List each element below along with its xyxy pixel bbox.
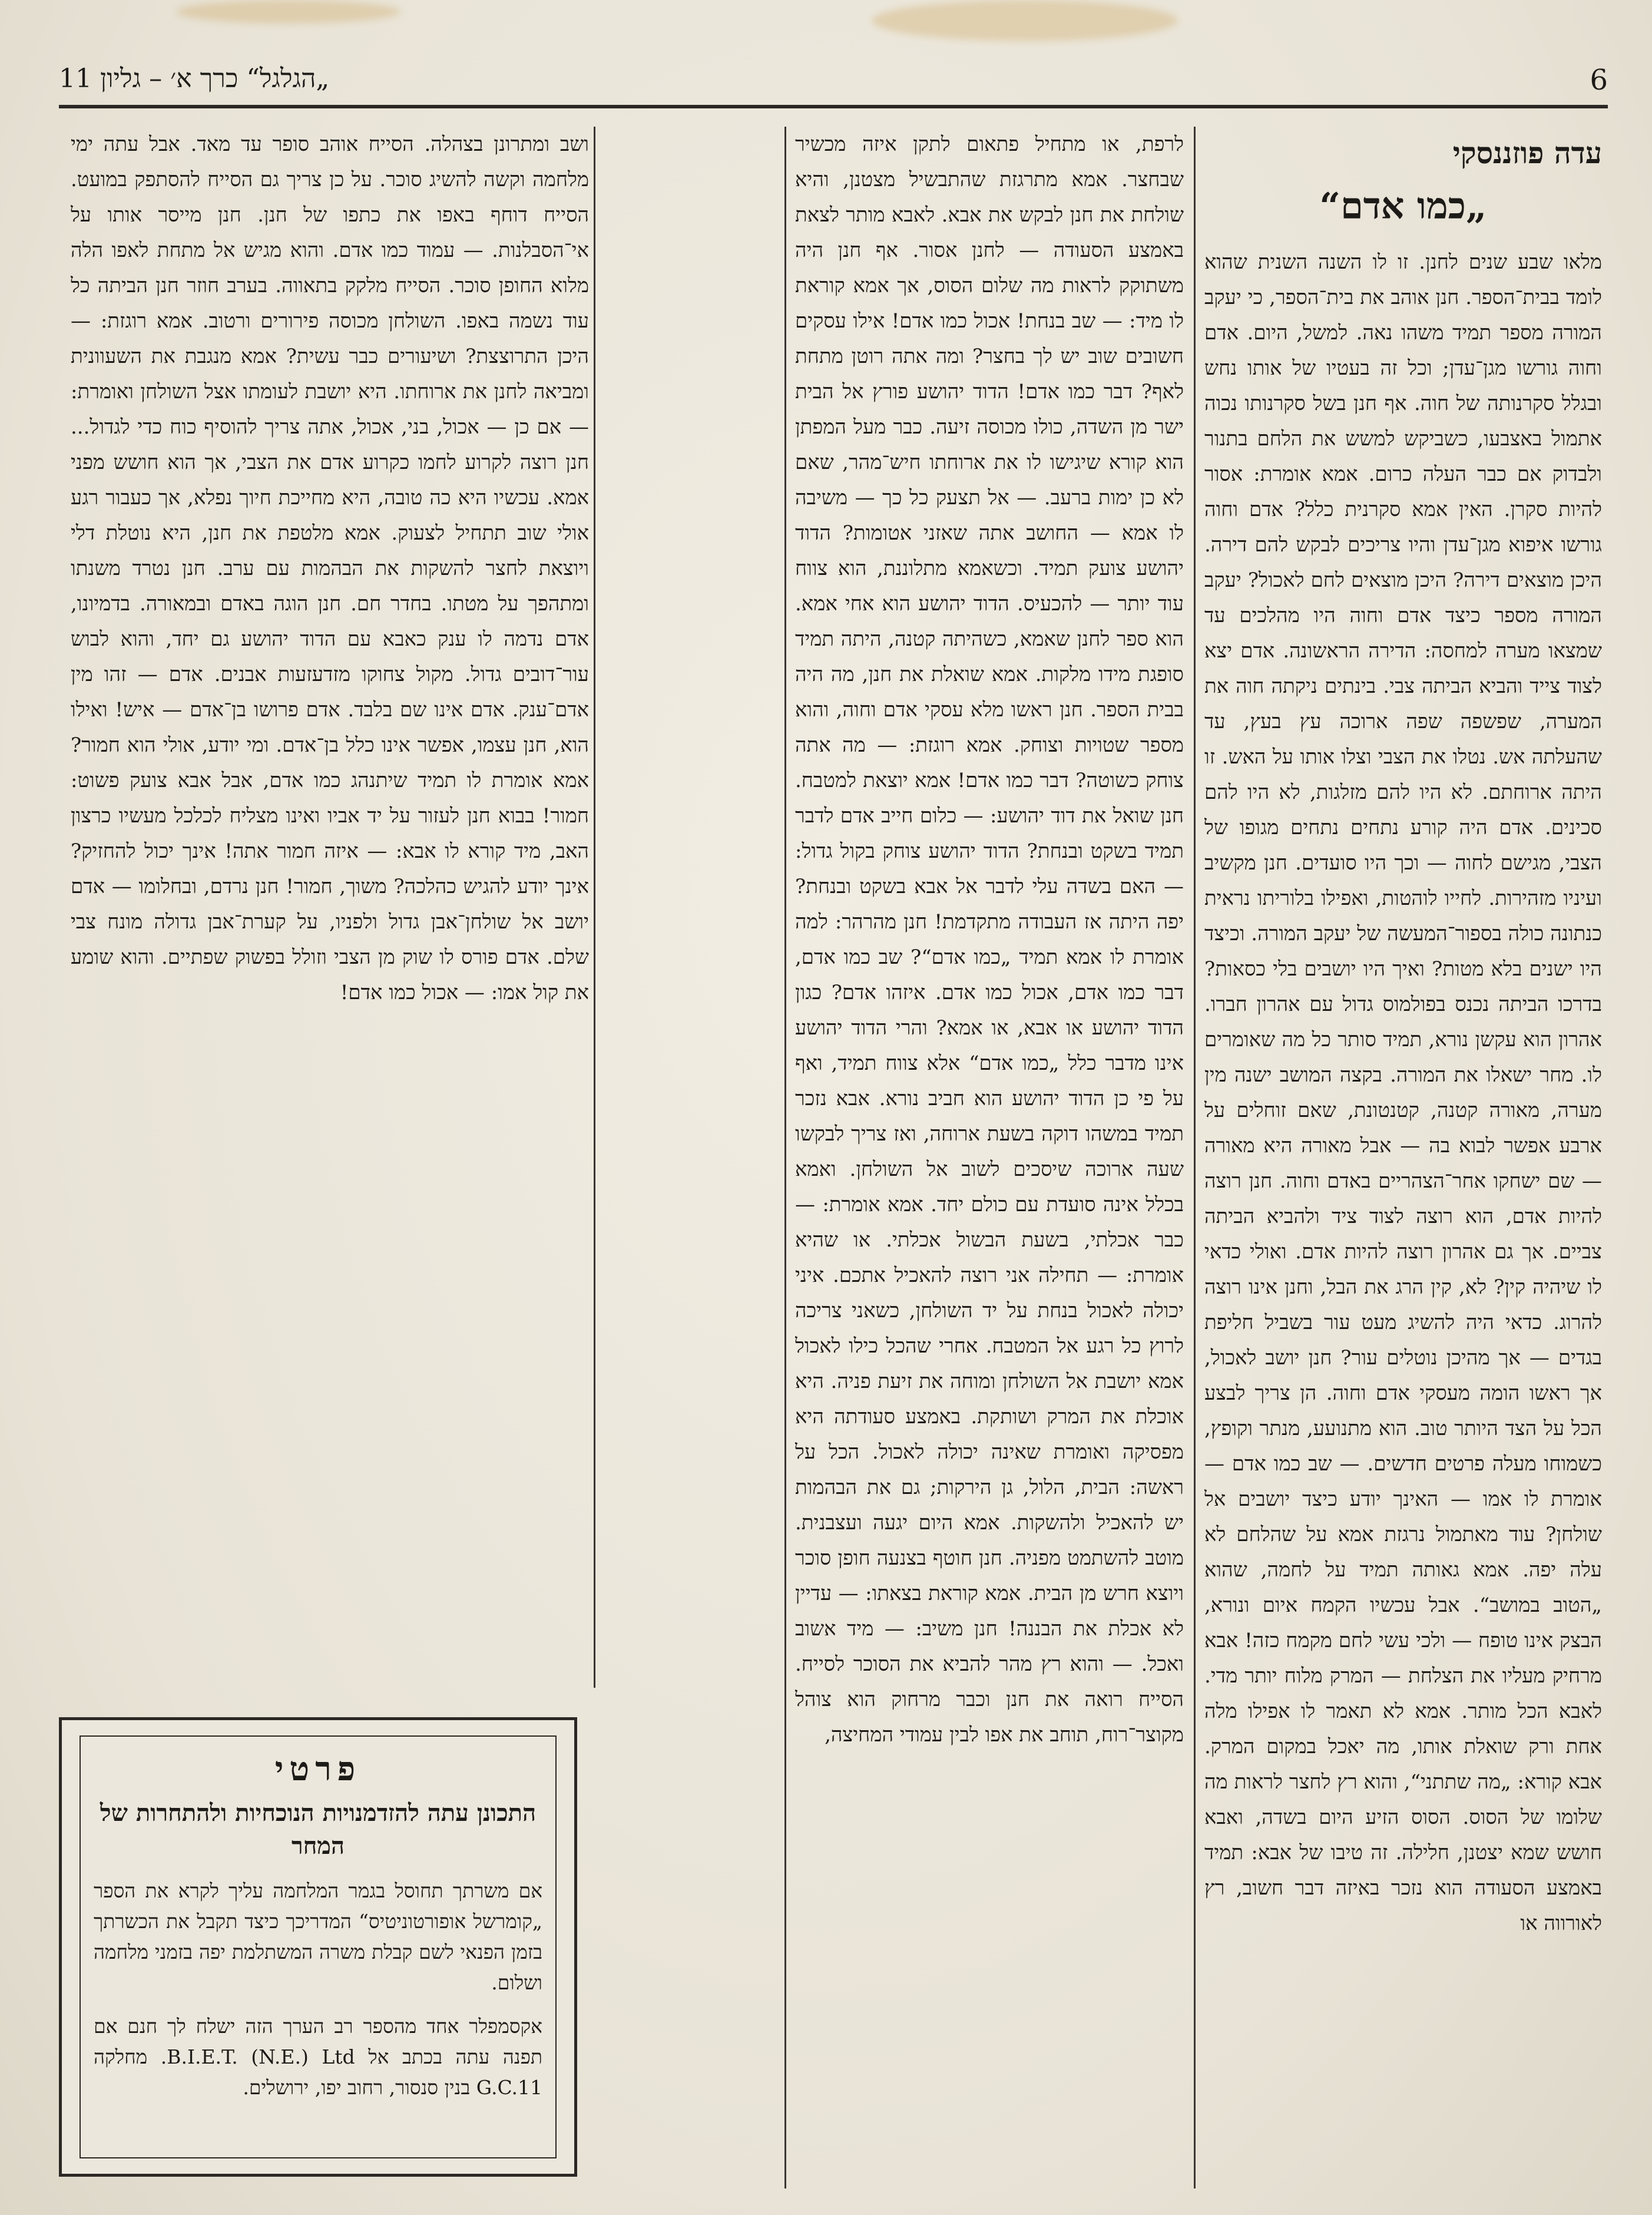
advertisement-box bbox=[59, 1717, 577, 2177]
page-header bbox=[59, 64, 1608, 108]
article-title: „כמו אדם“ bbox=[1319, 184, 1487, 227]
article-text: מלאו שבע שנים לחנן. זו לו השנה השנית שהוא לומד בבית־הספר. חנן אוהב את בית־הספר, כי יעקב המורה מספר תמיד משהו נאה. למשל, היום. אדם וחוה גורשו מגן־עדן; וכל זה בעטיו של אותו נחש ובגלל סקרנותה של חוה. אף חנן בשל סקרנותו נכוה אתמול באצבעו, כשביקש למשש את הלחם בתנור ולבדוק אם כבר העלה כרום. אמא אומרת: אסור להיות סקרן. האין אמא סקרנית כלל? אדם וחוה גורשו איפוא מגן־עדן והיו צריכים לבקש להם דירה. היכן מוצאים דירה? היכן מוצאים לחם לאכול? יעקב המורה מספר כיצד אדם וחוה היו מהלכים עד שמצאו מערה למחסה: הדירה הראשונה. אדם יצא לצוד צייד והביא הביתה צבי. בינתים ניקתה חוה את המערה, שפשפה שפה ארוכה עץ בעץ, עד שהעלתה אש. נטלו את הצבי וצלו אותו על האש. זו היתה ארוחתם. לא היו להם מזלגות, לא היו להם סכינים. אדם היה קורע נתחים נתחים מגופו של הצבי, מגישם לחוה — וכך היו סועדים. חנן מקשיב ועיניו מזהירות. לחייו לוהטות, ואפילו בלוריתו נראית כנתונה כולה בספור־המעשה של יעקב המורה. וכיצד היו ישנים בלא מטות? ואיך היו יושבים בלי כסאות? בדרכו הביתה נכנס בפולמוס גדול עם אהרון חברו. אהרון הוא עקשן נורא, תמיד סותר כל מה שאומרים לו. מחר ישאלו את המורה. בקצה המושב ישנה מין מערה, מאורה קטנה, קטנטונת, שאם זוחלים על ארבע אפשר לבוא בה — אבל מאורה היא מאורה — שם ישחקו אחר־הצהריים באדם וחוה. חנן רוצה להיות אדם, הוא רוצה לצוד ציד ולהביא הביתה צביים. אך גם אהרון רוצה להיות אדם. ואולי כדאי לו שיהיה קין? לא, קין הרג את הבל, וחנן אינו רוצה להרוג. כדאי היה להשיג מעט עור בשביל חליפת בגדים — אך מהיכן נוטלים עור? חנן יושב לאכול, אך ראשו הומה מעסקי אדם וחוה. הן צריך לבצע הכל על הצד היותר טוב. הוא מתנועע, מנתר וקופץ, כשמוחו מעלה פרטים חדשים. — שב כמו אדם — אומרת לו אמו — האינך יודע כיצד יושבים אל שולחן? עוד מאתמול נרגזת אמא על שהלחם לא עלה יפה. אמא גאותה תמיד על לחמה, שהוא „הטוב במושב“. אבל עכשיו הקמח איום ונורא, הבצק אינו טופח — ולכי עשי לחם מקמח כזה! אבא מרחיק מעליו את הצלחת — המרק מלוח יותר מדי. לאבא הכל מותר. אמא לא תאמר לו אפילו מלה אחת ורק שואלת אותו, מה יאכל במקום המרק. אבא קורא: „מה שתתני“, והוא רץ לחצר לראות מה שלומו של הסוס. הסוס הזיע היום בשדה, ואבא חושש שמא יצטנן, חלילה. זה טיבו של אבא: תמיד באמצע הסעודה הוא נזכר באיזה דבר חשוב, רץ לאורווה או bbox=[1204, 250, 1602, 1935]
paper-stain bbox=[872, 0, 1178, 41]
article-columns bbox=[59, 127, 1608, 2194]
article-column-2 bbox=[795, 127, 1184, 2188]
ad-title: פרטי bbox=[274, 1750, 362, 1788]
column-divider bbox=[594, 127, 595, 1688]
article-author: עדה פוזננסקי bbox=[1452, 135, 1602, 170]
ad-subtitle: התכונן עתה להזדמנויות הנוכחיות ולהתחרות של המחר bbox=[100, 1799, 537, 1860]
article-text: ושב ומתרונן בצהלה. הסייח אוהב סופר עד מאד. אבל עתה ימי מלחמה וקשה להשיג סוכר. על כן צריך גם הסייח להסתפק במועט. הסייח דוחף באפו את כתפו של חנן. חנן מייסר אותו על אי־הסבלנות. — עמוד כמו אדם. והוא מגיש אל מתחת לאפו הלה מלוא החופן סוכר. הסייח מלקק בתאווה. בערב חוזר חנן הביתה כל עוד נשמה באפו. השולחן מכוסה פירורים ורטוב. אמא רוגזת: — היכן התרוצצת? ושיעורים כבר עשית? אמא מנגבת את השעוונית ומביאה לחנן את ארוחתו. היא יושבת לעומתו אצל השולחן ואומרת: — אם כן — אכול, בני, אכול, אתה צריך להוסיף כוח כדי לגדול... חנן רוצה לקרוע לחמו כקרוע אדם את הצבי, אך הוא חושש מפני אמא. עכשיו היא כה טובה, היא מחייכת חיוך נפלא, אך כעבור רגע אולי שוב תתחיל לצעוק. אמא מלטפת את חנן, היא נוטלת דלי ויוצאת לחצר להשקות את הבהמות עם ערב. חנן נטרד משנתו ומתהפך על מטתו. בחדר חם. חנן הוגה באדם ובמאורה. בדמיונו, אדם נדמה לו ענק כאבא עם הדוד יהושע גם יחד, והוא לבוש עור־דובים גדול. מקול צחוקו מזדעזעות אבנים. אדם — זהו מין אדם־ענק. אדם אינו שם בלבד. אדם פרושו בן־אדם — איש! ואילו הוא, חנן עצמו, אפשר אינו כלל בן־אדם. ומי יודע, אולי הוא חמור? אמא אומרת לו תמיד שיתנהג כמו אדם, אבל אבא צועק פשוט: חמור! בבוא חנן לעזור על יד אביו ואינו מצליח לכלכל מעשיו כרצון האב, מיד קורא לו אבא: — איזה חמור אתה! אינך יכול להחזיק? אינך יודע להגיש כהלכה? משוך, חמור! חנן נרדם, ובחלומו — אדם יושב אל שולחן־אבן גדול ולפניו, על קערת־אבן גדולה מונח צבי שלם. אדם פורס לו שוק מן הצבי וזולל בפשוק שפתיים. והוא שומע את קול אמו: — אכול כמו אדם! bbox=[71, 133, 589, 1004]
paper-stain bbox=[177, 0, 400, 24]
running-head: „הגלגל“ כרך א׳ – גליון 11 bbox=[59, 64, 330, 94]
ad-text-2: אקסמפלר אחד מהספר רב הערך הזה ישלח לך חנם אם תפנה עתה בכתב אל B.I.E.T. (N.E.) Ltd. מחלקה G.C.11 בנין סנסור, רחוב יפו, ירושלים. bbox=[94, 2015, 543, 2099]
article-text: לרפת, או מתחיל פתאום לתקן איזה מכשיר שבחצר. אמא מתרגזת שהתבשיל מצטנן, והיא שולחת את חנן לבקש את אבא. לאבא מותר לצאת באמצע הסעודה — לחנן אסור. אף חנן היה משתוקק לראות מה שלום הסוס, אך אמא קוראת לו מיד: — שב בנחת! אכול כמו אדם! אילו עסקים חשובים שוב יש לך בחצר? ומה אתה רוטן מתחת לאף? דבר כמו אדם! הדוד יהושע פורץ אל הבית ישר מן השדה, כולו מכוסה זיעה. כבר מעל המפתן הוא קורא שיגישו לו את ארוחתו חיש־מהר, שאם לא כן ימות ברעב. — אל תצעק כל כך — משיבה לו אמא — החושב אתה שאזני אטומות? הדוד יהושע צועק תמיד. וכשאמא מתלוננת, הוא צווח עוד יותר — להכעיס. הדוד יהושע הוא אחי אמא. הוא ספר לחנן שאמא, כשהיתה קטנה, היתה תמיד סופגת מידו מלקות. אמא שואלת את חנן, מה היה בבית הספר. חנן ראשו מלא עסקי אדם וחוה, והוא מספר שטויות וצוחק. אמא רוגזת: — מה אתה צוחק כשוטה? דבר כמו אדם! אמא יוצאת למטבח. חנן שואל את דוד יהושע: — כלום חייב אדם לדבר תמיד בשקט ובנחת? הדוד יהושע צוחק בקול גדול: — האם בשדה עלי לדבר אל אבא בשקט ובנחת? יפה היתה אז העבודה מתקדמת! חנן מהרהר: למה אומרת לו אמא תמיד „כמו אדם“? שב כמו אדם, דבר כמו אדם, אכול כמו אדם. איזהו אדם? כגון הדוד יהושע או אבא, או אמא? והרי הדוד יהושע אינו מדבר כלל „כמו אדם“ אלא צווח תמיד, ואף על פי כן הדוד יהושע הוא חביב נורא. אבא נזכר תמיד במשהו דוקה בשעת ארוחה, ואז צריך לבקשו שעה ארוכה שיסכים לשוב אל השולחן. ואמא בכלל אינה סועדת עם כולם יחד. אמא אומרת: — כבר אכלתי, בשעת הבשול אכלתי. או שהיא אומרת: — תחילה אני רוצה להאכיל אתכם. איני יכולה לאכול בנחת על יד השולחן, כשאני צריכה לרוץ כל רגע אל המטבח. אחרי שהכל כילו לאכול אמא יושבת אל השולחן ומוחה את זיעת פניה. היא אוכלת את המרק ושותקת. באמצע סעודתה היא מפסיקה ואומרת שאינה יכולה לאכול. הכל על ראשה: הבית, הלול, גן הירקות; גם את הבהמות יש להאכיל ולהשקות. אמא היום יגעה ועצבנית. מוטב להשתמט מפניה. חנן חוטף בצנעה חופן סוכר ויוצא חרש מן הבית. אמא קוראת בצאתו: — עדיין לא אכלת את הבננה! חנן משיב: — מיד אשוב ואכל. — והוא רץ מהר להביא את הסוכר לסייח. הסייח רואה את חנן וכבר מרחוק הוא צוהל מקוצר־רוח, תוחב את אפו לבין עמודי המחיצה, bbox=[795, 133, 1184, 1747]
article-column-1 bbox=[1204, 127, 1602, 2188]
column-divider bbox=[1194, 127, 1196, 2188]
advertisement-frame bbox=[80, 1735, 557, 2158]
column-divider bbox=[784, 127, 786, 2188]
page-number: 6 bbox=[1590, 64, 1608, 97]
ad-text-1: אם משרתך תחוסל בגמר המלחמה עליך לקרא את הספר „קומרשל אופורטוניטיס“ המדריכך כיצד תקבל את הכשרתך בזמן הפנאי לשם קבלת משרה המשתלמת יפה בזמני מלחמה ושלום. bbox=[94, 1879, 542, 1994]
